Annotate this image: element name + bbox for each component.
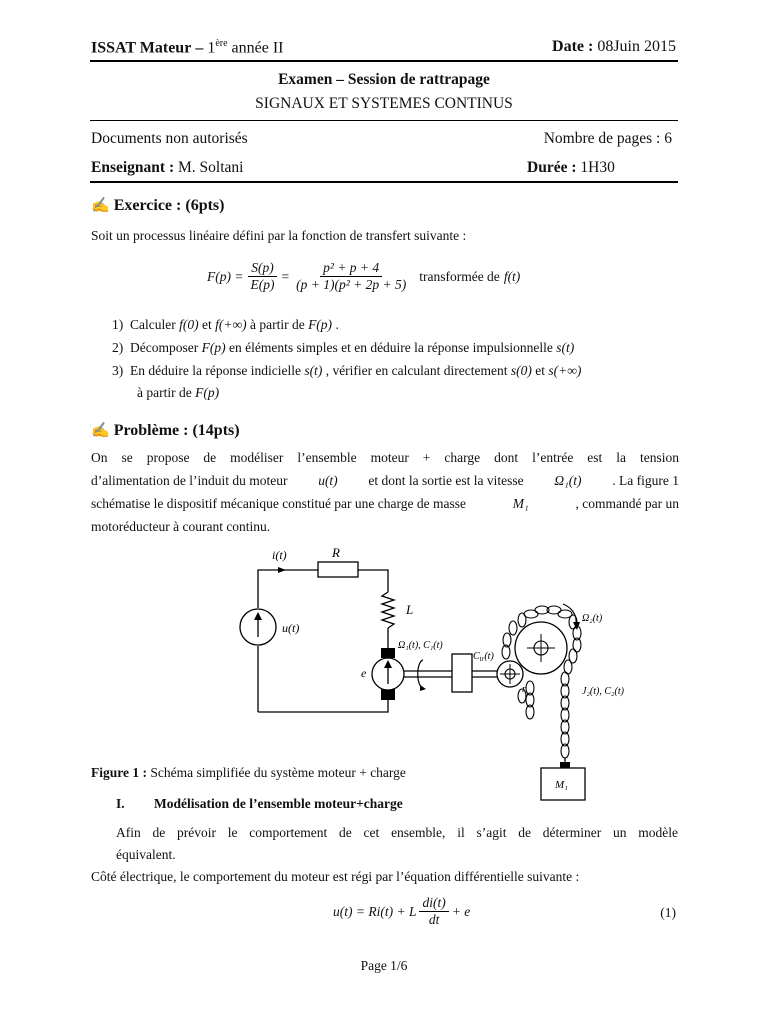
- section-1-number: I.: [116, 796, 125, 811]
- q3-text-d: à partir de: [137, 385, 192, 400]
- q2-text-a: Décomposer: [130, 340, 199, 355]
- motor-brush-top: [381, 648, 395, 658]
- formula-den-1: E(p): [250, 277, 275, 292]
- q1-text-d: .: [335, 317, 339, 332]
- label-L: L: [406, 602, 414, 617]
- coupling-block: [452, 654, 472, 692]
- figure-caption-label: Figure 1 :: [91, 765, 147, 780]
- pages-count: Nombre de pages : 6: [543, 130, 672, 147]
- s1-p1-line-2: équivalent.: [116, 847, 176, 862]
- q1-text-a: Calculer: [130, 317, 176, 332]
- q2-math-2: s(t): [556, 340, 575, 355]
- label-M1: M₁: [555, 779, 568, 791]
- problem-line-2: [91, 469, 679, 492]
- formula-tail-math: f(t): [503, 268, 521, 284]
- pencil-icon: ✍: [91, 198, 110, 214]
- q2-math-1: F(p): [201, 340, 226, 355]
- exam-title: Examen – Session de rattrapage: [278, 71, 490, 88]
- label-ctr-tail: (t): [484, 651, 494, 662]
- figure-caption: [91, 765, 406, 781]
- q3-math-2: s(0): [510, 363, 532, 378]
- wire-left-top: [258, 570, 318, 608]
- header-rule-top: [90, 60, 678, 62]
- date-value: 08Juin 2015: [597, 38, 676, 55]
- eq-den: dt: [428, 912, 440, 927]
- q3-text-a: En déduire la réponse indicielle: [130, 363, 301, 378]
- section-1-heading: [116, 796, 403, 812]
- label-ctr-sub: tr: [479, 655, 485, 663]
- q3-number: 3): [112, 363, 124, 378]
- formula-eq: =: [281, 268, 290, 284]
- eq-lhs: u(t) = Ri(t) + L: [333, 903, 417, 919]
- exercise-title: Exercice :: [113, 197, 182, 214]
- label-J2: J₂(t), C₂(t): [582, 686, 624, 697]
- shaft-rotation-arrowhead: [420, 685, 426, 691]
- date-label: Date :: [552, 38, 594, 55]
- header-date: [552, 38, 676, 56]
- shaft-rotation-arrow: [418, 660, 423, 688]
- formula-lhs: F(p) =: [207, 268, 244, 284]
- p-l2-c: . La figure 1: [612, 473, 679, 488]
- s1-p1-line-1: Afin de prévoir le comportement de cet ensemble, il s’agit de déterminer un modèle: [116, 825, 678, 840]
- current-arrow: [278, 567, 286, 573]
- p-l3-a: schématise le dispositif mécanique constitué par une charge de masse: [91, 496, 467, 511]
- label-u: u(t): [282, 621, 300, 635]
- problem-line-3: [91, 492, 679, 515]
- equation-1: [333, 895, 470, 928]
- label-current: i(t): [272, 548, 287, 562]
- p-l3-b: , commandé par un: [575, 496, 679, 511]
- wire-bottom: [258, 700, 388, 712]
- year-sup: ère: [215, 38, 228, 49]
- problem-line-4: motoréducteur à courant continu.: [91, 519, 271, 534]
- figure-caption-text: Schéma simplifiée du système moteur + charge: [150, 765, 406, 780]
- formula-frac-1: [247, 260, 277, 293]
- q3-math-4: F(p): [195, 385, 220, 400]
- q1-math-2: f(+∞): [215, 317, 247, 332]
- q1-number: 1): [112, 317, 124, 332]
- formula-num-2: p² + p + 4: [320, 260, 382, 277]
- label-omega1: Ω₁(t), C₁(t): [398, 640, 443, 651]
- question-2: [112, 337, 574, 359]
- eq-frac: [419, 895, 448, 928]
- problem-line-1: On se propose de modéliser l’ensemble moteur + charge dont l’entrée est la tension: [91, 450, 679, 465]
- course-title: SIGNAUX ET SYSTEMES CONTINUS: [255, 95, 513, 112]
- problem-title: Problème : (14pts): [113, 422, 240, 439]
- teacher-name: M. Soltani: [178, 159, 244, 176]
- formula-den-2: (p + 1)(p² + 2p + 5): [296, 277, 407, 292]
- exercise-heading: [91, 196, 224, 215]
- label-R: R: [332, 545, 340, 560]
- q3-text-b: , vérifier en calculant directement: [325, 363, 508, 378]
- label-ctr: [473, 651, 494, 663]
- section-1-para-2: Côté électrique, le comportement du moteur est régi par l’équation différentielle suivante :: [91, 869, 580, 884]
- label-r: r: [522, 684, 526, 695]
- exercise-intro: Soit un processus linéaire défini par la fonction de transfert suivante :: [91, 228, 467, 243]
- mass-hook: [560, 762, 570, 768]
- teacher: [91, 159, 243, 177]
- duration: [527, 159, 615, 177]
- wire-top-right: [358, 570, 388, 592]
- problem-paragraph: [91, 446, 679, 538]
- p-l2-b: et dont la sortie est la vitesse: [368, 473, 524, 488]
- question-1: [112, 314, 339, 336]
- formula-frac-2: [293, 260, 409, 293]
- q1-text-b: et: [201, 317, 212, 332]
- section-1-title: Modélisation de l’ensemble moteur+charge: [154, 796, 403, 811]
- header-rule-bottom: [90, 181, 678, 183]
- p-l2-a: d’alimentation de l’induit du moteur: [91, 473, 288, 488]
- inductor-L: [382, 592, 394, 628]
- q1-text-c: à partir de: [249, 317, 305, 332]
- duration-label: Durée :: [527, 159, 577, 176]
- formula-num-1: S(p): [248, 260, 277, 277]
- p-l2-math: u(t): [318, 473, 338, 488]
- circuit-wires: [258, 570, 388, 712]
- p-l3-math: M₁: [512, 496, 529, 511]
- year-rest: année II: [231, 39, 284, 57]
- q2-number: 2): [112, 340, 124, 355]
- label-ctr-main: C: [473, 651, 480, 662]
- q3-text-c: et: [535, 363, 545, 378]
- label-e: e: [361, 666, 367, 680]
- problem-heading: [91, 421, 240, 440]
- eq-tail: + e: [451, 903, 471, 919]
- eq-num: di(t): [419, 895, 448, 912]
- transfer-function: [207, 260, 520, 293]
- label-omega2: Ω₂(t): [582, 613, 603, 624]
- equation-number: (1): [660, 905, 676, 920]
- resistor-R: [318, 562, 358, 577]
- q1-math-3: F(p): [308, 317, 333, 332]
- question-3-cont: [137, 382, 219, 404]
- q1-math-1: f(0): [179, 317, 199, 332]
- page-number: Page 1/6: [360, 958, 408, 973]
- section-1-para-1: [116, 822, 678, 866]
- teacher-label: Enseignant :: [91, 159, 175, 176]
- exercise-points: (6pts): [185, 197, 225, 214]
- question-3: [112, 360, 581, 382]
- duration-value: 1H30: [580, 159, 615, 176]
- q3-math-3: s(+∞): [548, 363, 582, 378]
- pencil-icon: ✍: [91, 423, 110, 439]
- school-name: ISSAT Mateur: [91, 39, 192, 57]
- year-number: 1: [207, 39, 216, 57]
- formula-tail: transformée de: [419, 268, 500, 284]
- docs-note: Documents non autorisés: [91, 130, 248, 147]
- q2-text-b: en éléments simples et en déduire la réponse impulsionnelle: [228, 340, 553, 355]
- dash: –: [195, 39, 204, 57]
- p-l2-math2: Ω₁(t): [554, 473, 582, 488]
- header-rule-mid: [90, 120, 678, 121]
- q3-math-1: s(t): [304, 363, 323, 378]
- header-school-year: [91, 38, 284, 57]
